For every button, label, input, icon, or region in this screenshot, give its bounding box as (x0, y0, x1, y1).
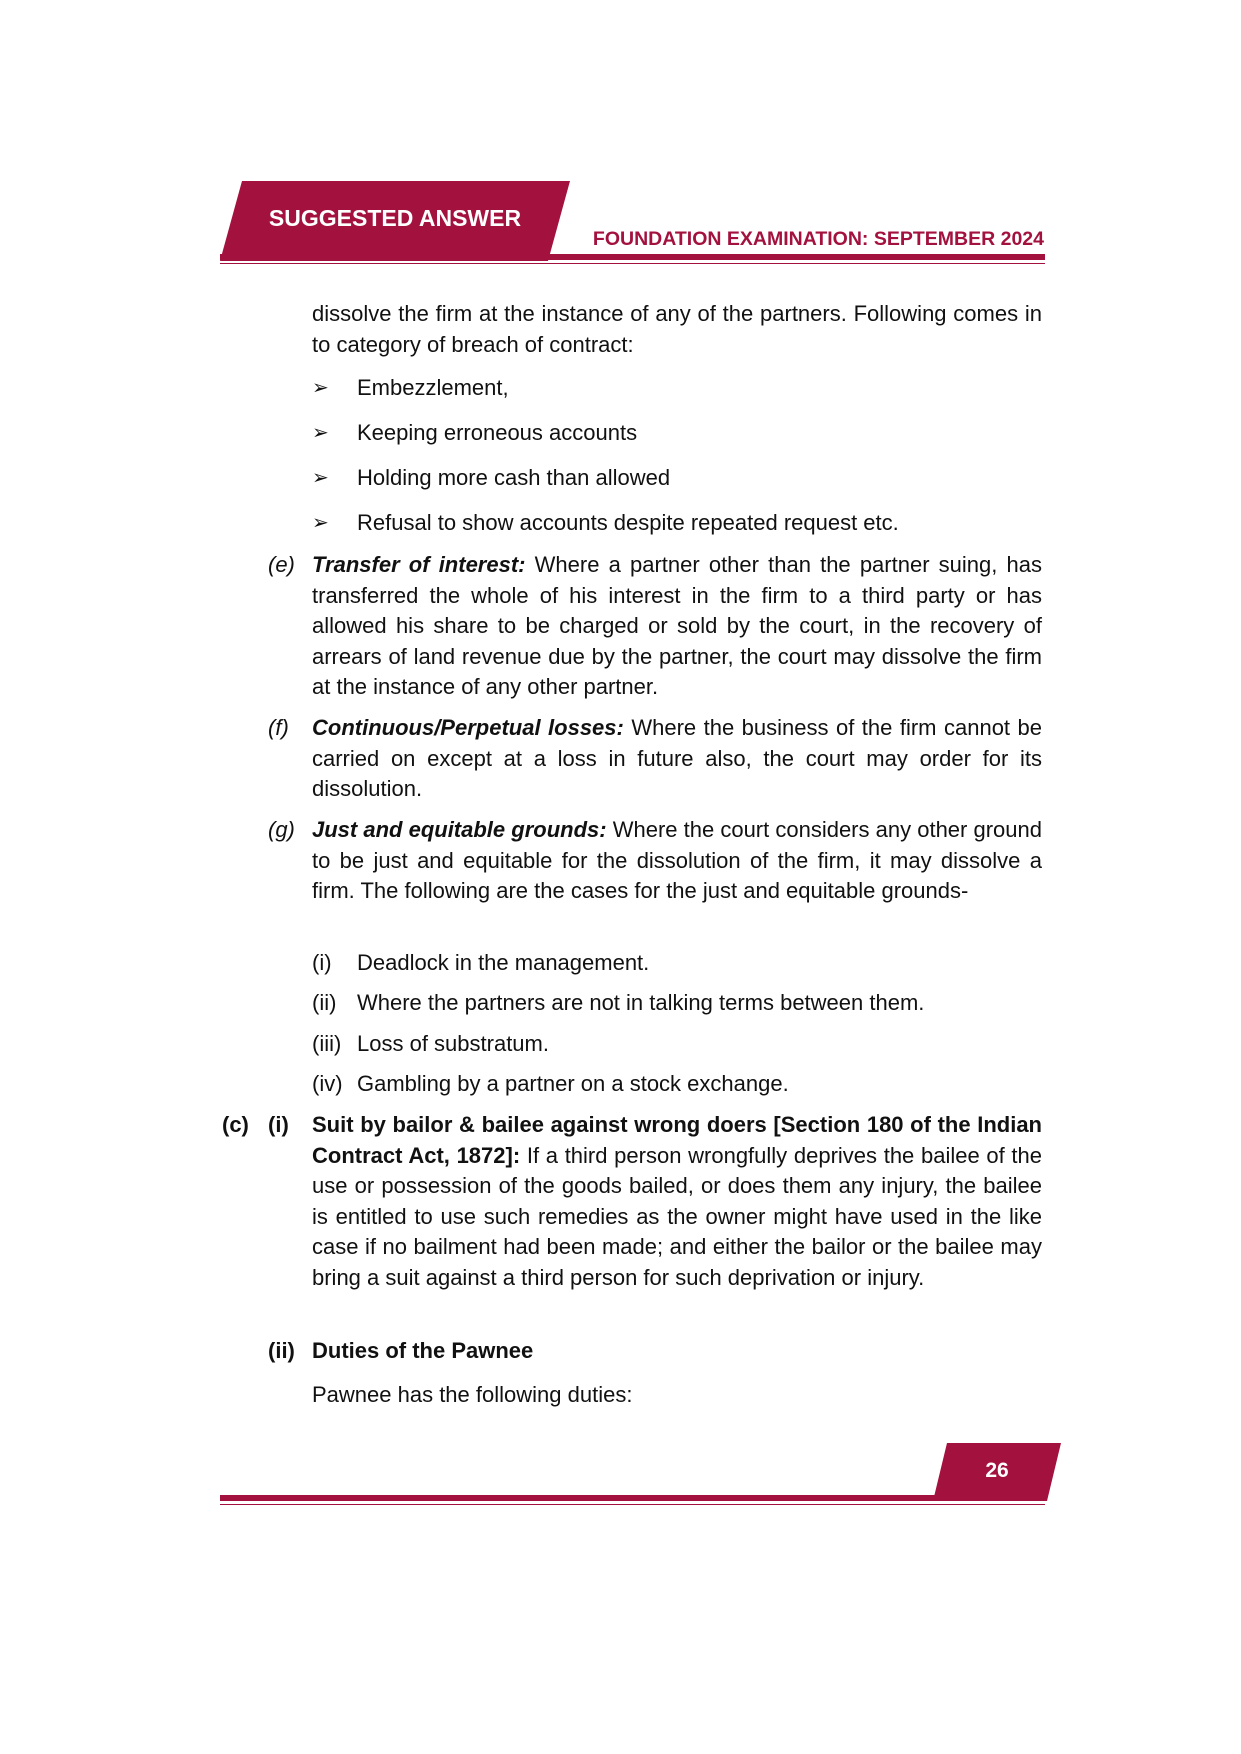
question-c-part-ii-label: (ii) (268, 1338, 295, 1363)
exam-title: FOUNDATION EXAMINATION: SEPTEMBER 2024 (592, 228, 1044, 250)
bullet-arrow-icon: ➢ (312, 467, 329, 489)
bullet-arrow-icon: ➢ (312, 512, 329, 534)
g-subitem-text: Where the partners are not in talking terms between them. (357, 990, 925, 1015)
bullet-arrow-icon: ➢ (312, 422, 329, 444)
intro-paragraph: dissolve the firm at the instance of any of the partners. Following comes in to category of breach of contract: (312, 301, 1042, 357)
g-subitem-text: Deadlock in the management. (357, 950, 650, 975)
item-f-text: Where the business of the firm cannot be carried on except at a loss in future also, the court may order for its dissolution. (312, 715, 1042, 801)
item-g-heading: Just and equitable grounds: (312, 817, 607, 842)
item-g-label: (g) (268, 817, 295, 842)
bullet-item: Refusal to show accounts despite repeated request etc. (357, 510, 899, 535)
g-subitem-label: (ii) (312, 990, 337, 1015)
g-subitem-label: (i) (312, 950, 332, 975)
item-f-heading: Continuous/Perpetual losses: (312, 715, 624, 740)
item-e-label: (e) (268, 552, 295, 577)
footer-rule-thin (220, 1504, 1045, 1505)
question-c-part-i-text: If a third person wrongfully deprives the bailee of the use or possession of the goods bailed, or does them any injury, the bailee is entitled to use such remedies as the owner might have used in the like case if no bailment had been made; and either the bailor or the bailee may bring a suit against a third person for such deprivation or injury. (312, 1142, 1043, 1290)
question-c-part-ii-text: Pawnee has the following duties: (312, 1382, 633, 1407)
item-e-text: Where a partner other than the partner suing, has transferred the whole of his interest in the firm to a third party or has allowed his share to be charged or sold by the court, in the recovery of arrears of land revenue due by the partner, the court may dissolve the firm at the instance of any other partner. (312, 552, 1042, 699)
header-rule-thin (220, 263, 1045, 264)
question-c-part-i-label: (i) (268, 1112, 289, 1137)
g-subitem-label: (iv) (312, 1071, 343, 1096)
g-subitem-text: Gambling by a partner on a stock exchange. (357, 1071, 789, 1096)
question-c-part-ii-heading: Duties of the Pawnee (312, 1338, 534, 1363)
bullet-arrow-icon: ➢ (312, 377, 329, 399)
bullet-item: Embezzlement, (357, 375, 509, 400)
question-c-part-i-heading: Suit by bailor & bailee against wrong doers [Section 180 of the Indian Contract Act, 1872]: (312, 1112, 1042, 1168)
g-subitem-label: (iii) (312, 1031, 342, 1056)
item-f-paragraph (312, 713, 1042, 805)
question-c-label: (c) (222, 1112, 249, 1137)
item-g-paragraph (312, 815, 1042, 907)
g-subitem-text: Loss of substratum. (357, 1031, 549, 1056)
header-tab-label: SUGGESTED ANSWER (268, 205, 522, 231)
item-e-paragraph (312, 550, 1042, 703)
footer-rule (220, 1495, 1045, 1501)
bullet-item: Holding more cash than allowed (357, 465, 671, 490)
bullet-item: Keeping erroneous accounts (357, 420, 638, 445)
header-rule (220, 254, 1045, 260)
question-c-part-i-paragraph (312, 1110, 1042, 1293)
item-e-heading: Transfer of interest: (312, 552, 526, 577)
page-number: 26 (985, 1459, 1009, 1482)
item-g-text: Where the court considers any other ground to be just and equitable for the dissolution of the firm, it may dissolve a firm. The following are the cases for the just and equitable grounds- (312, 817, 1042, 903)
item-f-label: (f) (268, 715, 289, 740)
